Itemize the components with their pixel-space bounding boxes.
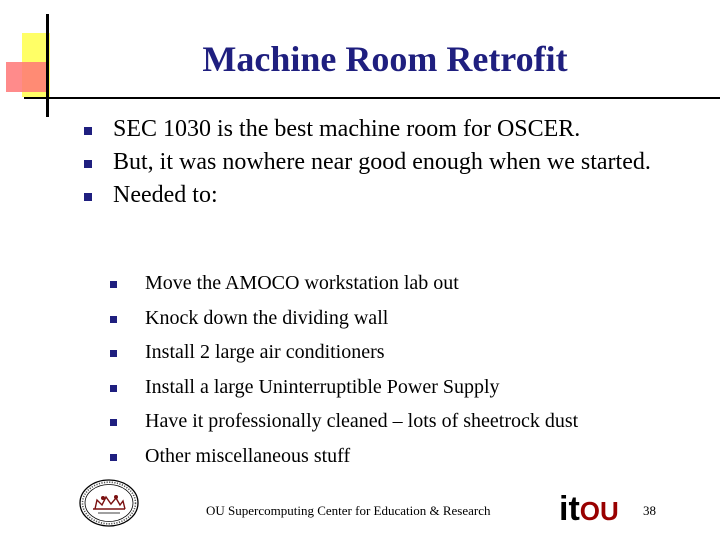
sub-bullet-text: Knock down the dividing wall (145, 306, 389, 329)
sub-bullet-item (110, 404, 710, 439)
square-bullet-icon (84, 127, 92, 135)
square-bullet-icon (84, 193, 92, 201)
sub-bullet-text: Have it professionally cleaned – lots of sheetrock dust (145, 410, 579, 432)
bullet-text: But, it was nowhere near good enough when we started. (113, 149, 651, 175)
sub-bullet-item (110, 370, 710, 405)
sub-bullet-text: Other miscellaneous stuff (145, 444, 351, 467)
oscer-seal-logo (78, 478, 140, 528)
square-bullet-icon (84, 160, 92, 168)
page-number: 38 (643, 503, 656, 518)
sub-bullet-item (110, 439, 710, 474)
square-bullet-icon (110, 419, 117, 426)
it-logo-text: itOU (559, 490, 619, 523)
bullet-item (84, 179, 704, 211)
main-bullet-list (84, 113, 704, 211)
sub-bullet-item (110, 335, 710, 370)
footer-text: OU Supercomputing Center for Education & Research (206, 503, 491, 518)
bullet-text: Needed to: (113, 182, 218, 208)
square-bullet-icon (110, 316, 117, 323)
sub-bullet-text: Install a large Uninterruptible Power Supply (145, 375, 500, 398)
slide-title: Machine Room Retrofit (202, 39, 568, 79)
sub-bullet-item (110, 301, 710, 336)
square-bullet-icon (110, 281, 117, 288)
ou-it-logo (558, 481, 622, 523)
sub-bullet-text: Install 2 large air conditioners (145, 341, 385, 363)
sub-bullet-list (110, 266, 710, 473)
square-bullet-icon (110, 350, 117, 357)
square-bullet-icon (110, 385, 117, 392)
bullet-item (84, 113, 704, 145)
title-underline-rule (24, 97, 720, 99)
square-bullet-icon (110, 454, 117, 461)
sub-bullet-item (110, 266, 710, 301)
sub-bullet-text: Move the AMOCO workstation lab out (145, 272, 459, 294)
bullet-text: SEC 1030 is the best machine room for OSCER. (113, 116, 581, 142)
bullet-item (84, 146, 704, 178)
